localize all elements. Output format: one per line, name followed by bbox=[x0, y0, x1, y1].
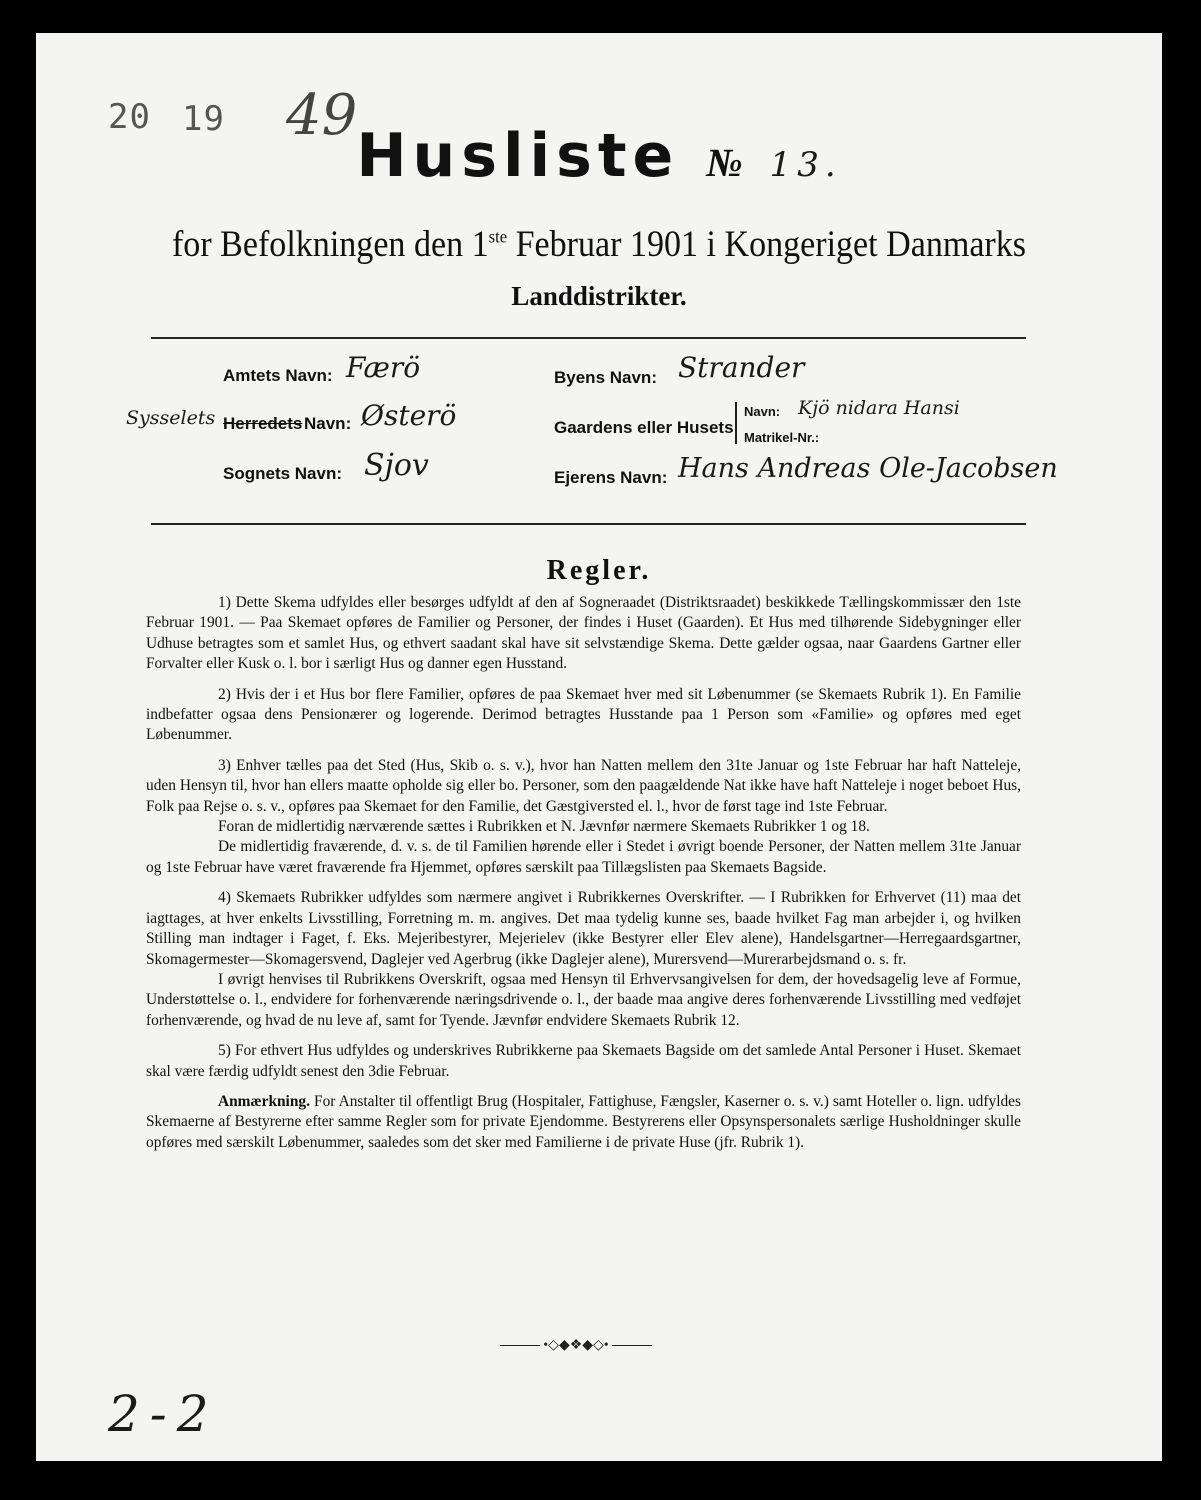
note-label: Anmærkning. bbox=[218, 1092, 310, 1110]
rule-5: 5) For ethvert Hus udfyldes og underskrives Rubrikkerne paa Skemaets Bagside om det samlede Antal Personer i Huset. Skemaet skal være færdig udfyldt senest den 3die Februar. bbox=[146, 1042, 1021, 1080]
ornament-divider bbox=[496, 1337, 656, 1354]
rule-4: 4) Skemaets Rubrikker udfyldes som nærmere angivet i Rubrikkernes Overskrifter. — I Rubrikken for Erhvervet (11) maa det iagttages, at hver enkelts Livsstilling, Forretning m. m. angives. Det maa tydelig kunne ses, baade hvilket Fag man arbejder i, og hvilken Stilling man indtager i Faget, f. Eks. Mejeribestyrer, Mejerielev (ikke Bestyrer eller Elev alene), Handelsgartner—Herregaardsgartner, Skomagermester—Skomagersvend, Daglejer ved Agerbrug (ikke Daglejer alene), Murersvend—Murerarbejdsmand o. s. fr. bbox=[146, 889, 1021, 968]
rules-heading: Regler. bbox=[546, 555, 652, 586]
archive-number-left: 20 bbox=[108, 97, 151, 137]
herred-value: Østerö bbox=[361, 399, 457, 432]
ornament-line-left bbox=[500, 1345, 540, 1346]
gaard-navn-value: Kjö nidara Hansi bbox=[798, 397, 960, 419]
number-sign: № bbox=[706, 140, 743, 185]
subtitle: for Befolkningen den 1ste Februar 1901 i Kongeriget Danmarks bbox=[171, 224, 1027, 265]
ornament-line-right bbox=[612, 1345, 652, 1346]
sogn-value: Sjov bbox=[364, 448, 429, 483]
middle-divider bbox=[151, 523, 1026, 525]
ejer-label: Ejerens Navn: bbox=[554, 468, 668, 487]
census-form-page bbox=[36, 33, 1162, 1461]
note-text: For Anstalter til offentligt Brug (Hospitaler, Fattighuse, Fængsler, Kaserner o. s. v.) samt Hoteller o. lign. udfyldes Skemaerne af Bestyrerne efter samme Regler som for private Ejendomme. Bestyrerens eller Opsynspersonalets særlige Husholdninger skulle opføres med særskilt Løbenummer, saaledes som det sker med Familierne i de private Huse (jfr. Rubrik 1). bbox=[146, 1092, 1021, 1151]
subtitle-superscript: ste bbox=[488, 226, 508, 247]
list-number: 13. bbox=[769, 145, 842, 185]
title-text: Husliste bbox=[356, 121, 680, 191]
by-label: Byens Navn: bbox=[554, 368, 657, 387]
gaard-bracket bbox=[735, 402, 737, 444]
rules-body bbox=[146, 593, 1021, 1163]
sogn-label: Sognets Navn: bbox=[223, 464, 343, 483]
rule-3-foran: Foran de midlertidig nærværende sættes i Rubrikken et N. Jævnfør nærmere Skemaets Rubrikker 1 og 18. bbox=[218, 818, 870, 836]
district-heading: Landdistrikter. bbox=[511, 281, 687, 311]
ejer-value: Hans Andreas Ole-Jacobsen bbox=[678, 453, 1058, 484]
rule-2: 2) Hvis der i et Hus bor flere Familier, opføres de paa Skemaet hver med sit Løbenummer (se Skemaets Rubrik 1). En Familie indbefatter ogsaa dens Pensionærer og logerende. Derimod betragtes Husstande paa 1 Person som «Familie» og opføres med eget Løbenummer. bbox=[146, 685, 1021, 744]
herred-label-struck: Herredets bbox=[223, 414, 303, 433]
amt-label: Amtets Navn: bbox=[223, 366, 333, 385]
page-title bbox=[36, 121, 1162, 191]
handwritten-footer-mark: 2-2 bbox=[108, 1385, 219, 1443]
amt-value: Færö bbox=[346, 351, 421, 384]
rule-3: 3) Enhver tælles paa det Sted (Hus, Skib o. s. v.), hvor han Natten mellem den 31te Januar og 1ste Februar har haft Natteleje, uden Hensyn til, hvor han ellers maatte opholde sig eller bo. Personer, som den paagældende Nat ikke have haft Natteleje i noget beboet Hus, Folk paa Rejse o. s. v., opføres paa Skemaet for den Familie, det Gæstgiversted el. l., hvor de først tage ind 1ste Februar. bbox=[146, 756, 1021, 815]
handwritten-page-number: 49 bbox=[286, 83, 358, 148]
rule-3-fravaerende: De midlertidig fraværende, d. v. s. de til Familien hørende eller i Stedet i øvrigt boende Personer, der Natten mellem 31te Januar og 1ste Februar have været fraværende fra Hjemmet, opføres særskilt paa Tillægslisten paa Skemaets Bagside. bbox=[146, 838, 1021, 876]
herred-prefix: Sysselets bbox=[126, 407, 216, 429]
by-value: Strander bbox=[678, 351, 805, 384]
rule-1: 1) Dette Skema udfyldes eller besørges udfyldt af den af Sogneraadet (Distriktsraadet) beskikkede Tællingskommissær den 1ste Februar 1901. — Paa Skemaet opføres de Familier og Personer, der findes i Huset (Gaarden). Et Hus med tilhørende Sidebygninger eller Udhuse betragtes som et samlet Hus, og ethvert saadant skal have sit selvstændige Skema. Dette gælder ogsaa, naar Gaardens Gartner eller Forvalter eller Kusk o. l. bor i særligt Hus og danner egen Husstand. bbox=[146, 594, 1021, 673]
ornament-glyphs: •◇◆❖◆◇• bbox=[543, 1338, 609, 1353]
gaard-navn-label: Navn: bbox=[744, 404, 781, 419]
matrikel-label: Matrikel-Nr.: bbox=[744, 430, 820, 445]
rule-note bbox=[146, 1092, 1021, 1153]
archive-number-right: 19 bbox=[182, 99, 225, 139]
gaard-label: Gaardens eller Husets bbox=[554, 418, 734, 437]
top-divider bbox=[151, 337, 1026, 339]
rule-4-henvisning: I øvrigt henvises til Rubrikkens Overskrift, ogsaa med Hensyn til Erhvervsangivelsen for dem, der hovedsagelig leve af Formue, Understøttelse o. l., endvidere for forhenværende næringsdrivende o. l., der baade maa angive deres forhenværende Livsstilling med vedføjet forhenværende, og hvad de nu leve af, samt for Tyende. Jævnfør endvidere Skemaets Rubrik 12. bbox=[146, 970, 1021, 1029]
herred-label: Navn: bbox=[304, 414, 352, 433]
